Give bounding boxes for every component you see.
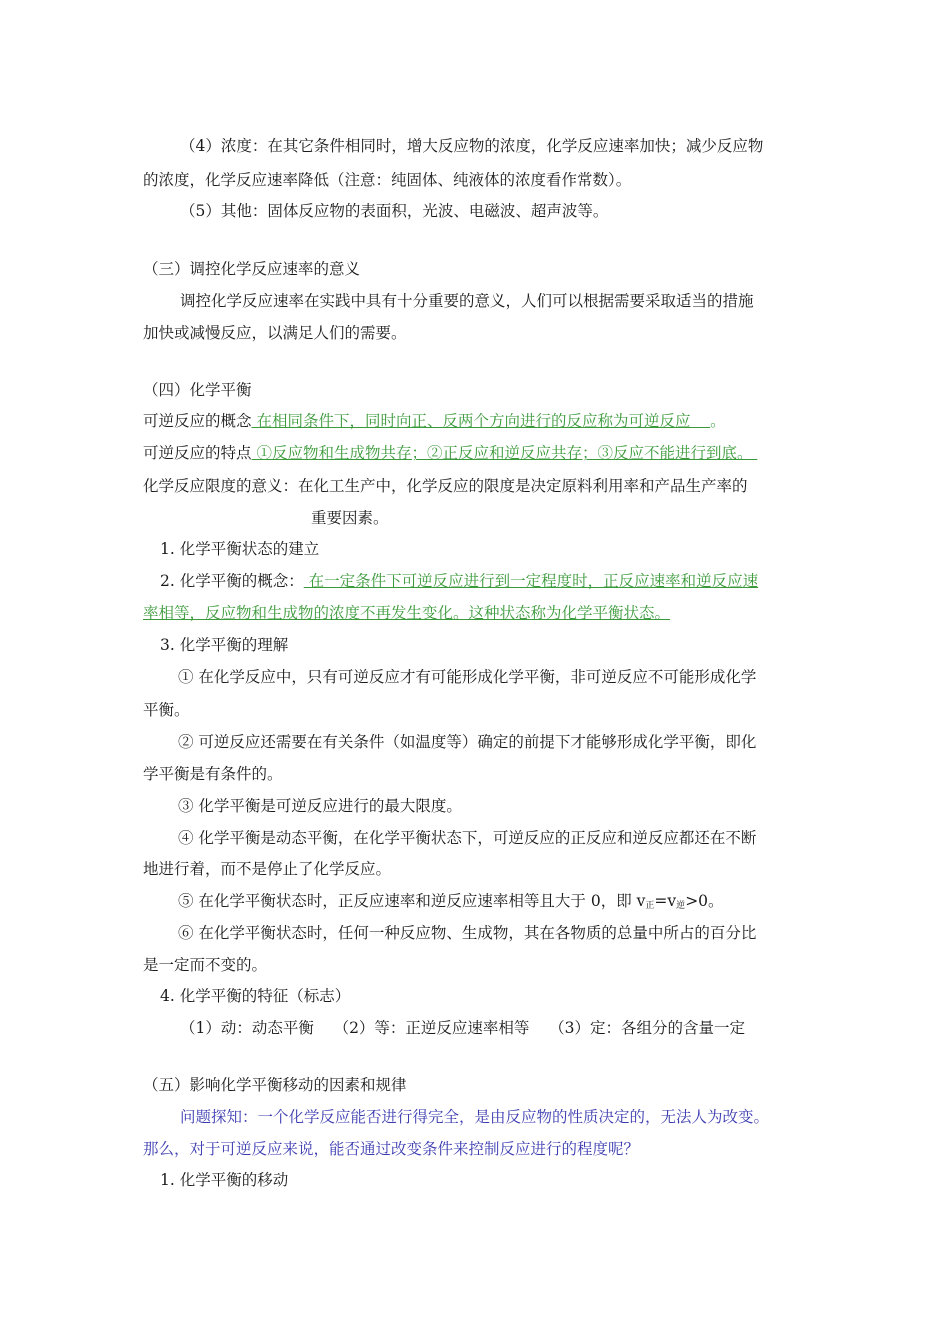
para-significance-1: 调控化学反应速率在实践中具有十分重要的意义，人们可以根据需要采取适当的措施 <box>180 292 754 310</box>
limit-significance-2: 重要因素。 <box>311 509 389 527</box>
question-line-1: 问题探知：一个化学反应能否进行得完全，是由反应物的性质决定的，无法人为改变。 <box>180 1108 770 1126</box>
limit-significance-1: 化学反应限度的意义：在化工生产中，化学反应的限度是决定原料利用率和产品生产率的 <box>143 477 748 495</box>
para-significance-2: 加快或减慢反应，以满足人们的需要。 <box>143 324 407 342</box>
reversible-feature-label: 可逆反应的特点 <box>143 444 252 462</box>
point-2-line-1: ② 可逆反应还需要在有关条件（如温度等）确定的前提下才能够形成化学平衡，即化 <box>178 733 757 751</box>
heading-section-4: （四）化学平衡 <box>143 381 252 399</box>
heading-section-3: （三）调控化学反应速率的意义 <box>143 260 361 278</box>
point-5-end: >0。 <box>685 892 724 910</box>
para-other-factors: （5）其他：固体反应物的表面积，光波、电磁波、超声波等。 <box>180 202 609 220</box>
point-4-line-2: 地进行着，而不是停止了化学反应。 <box>143 860 392 878</box>
reversible-feature-line <box>143 443 757 463</box>
para-concentration-1: （4）浓度：在其它条件相同时，增大反应物的浓度，化学反应速率加快；减少反应物 <box>180 137 764 155</box>
item-1-shift-heading: 1. 化学平衡的移动 <box>160 1171 289 1189</box>
point-6-line-1: ⑥ 在化学平衡状态时，任何一种反应物、生成物，其在各物质的总量中所占的百分比 <box>178 924 757 942</box>
item-2-label: 2. 化学平衡的概念： <box>160 572 304 590</box>
reversible-concept-label: 可逆反应的概念 <box>143 412 252 430</box>
point-5-line <box>178 891 724 916</box>
question-line-2: 那么，对于可逆反应来说，能否通过改变条件来控制反应进行的程度呢？ <box>143 1140 640 1158</box>
point-1-line-1: ① 在化学反应中，只有可逆反应才有可能形成化学平衡，非可逆反应不可能形成化学 <box>178 668 757 686</box>
point-5-text: ⑤ 在化学平衡状态时，正反应速率和逆反应速率相等且大于 0，即 v <box>178 892 646 910</box>
reversible-concept-period: 。 <box>710 412 726 430</box>
equilibrium-concept-answer-1: 在一定条件下可逆反应进行到一定程度时，正反应速率和逆反应速 <box>303 572 759 590</box>
item-4-heading: 4. 化学平衡的特征（标志） <box>160 987 351 1005</box>
item-3-heading: 3. 化学平衡的理解 <box>160 636 289 654</box>
reversible-concept-line <box>143 411 726 431</box>
subscript-forward: 正 <box>645 901 655 911</box>
reversible-feature-answer: ①反应物和生成物共存；②正反应和逆反应共存；③反应不能进行到底。 <box>251 444 758 462</box>
item-2-line <box>160 571 758 591</box>
point-4-line-1: ④ 化学平衡是动态平衡，在化学平衡状态下，可逆反应的正反应和逆反应都还在不断 <box>178 829 757 847</box>
para-concentration-2: 的浓度，化学反应速率降低（注意：纯固体、纯液体的浓度看作常数）。 <box>143 171 632 189</box>
reversible-concept-answer: 在相同条件下，同时向正、反两个方向进行的反应称为可逆反应 <box>251 412 711 430</box>
subscript-reverse: 逆 <box>676 901 686 911</box>
point-3-line: ③ 化学平衡是可逆反应进行的最大限度。 <box>178 797 462 815</box>
point-5-equals: =v <box>654 892 677 910</box>
point-2-line-2: 学平衡是有条件的。 <box>143 765 283 783</box>
point-6-line-2: 是一定而不变的。 <box>143 956 268 974</box>
equilibrium-concept-answer-2: 率相等，反应物和生成物的浓度不再发生变化。这种状态称为化学平衡状态。 <box>143 604 671 622</box>
item-1-heading: 1. 化学平衡状态的建立 <box>160 540 320 558</box>
features-line: （1）动：动态平衡 （2）等：正逆反应速率相等 （3）定：各组分的含量一定 <box>180 1019 746 1037</box>
point-1-line-2: 平衡。 <box>143 701 190 719</box>
heading-section-5: （五）影响化学平衡移动的因素和规律 <box>143 1076 407 1094</box>
